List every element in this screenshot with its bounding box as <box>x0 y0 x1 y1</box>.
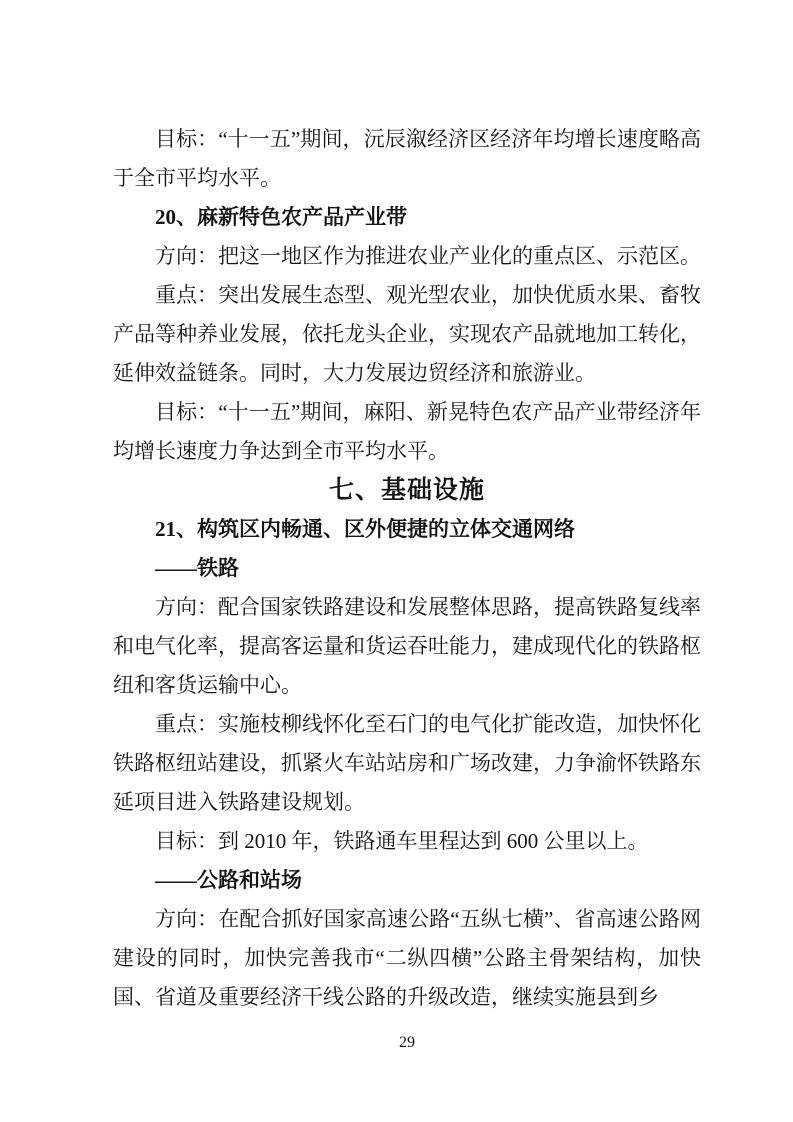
paragraph-goal-yuanchenxu: 目标：“十一五”期间，沅辰溆经济区经济年均增长速度略高于全市平均水平。 <box>113 127 701 190</box>
paragraph-focus-railway: 重点：实施枝柳线怀化至石门的电气化扩能改造，加快怀化铁路枢纽站建设，抓紧火车站站房和广场改建，力争渝怀铁路东延项目进入铁路建设规划。 <box>113 712 701 814</box>
document-text-block <box>113 120 701 1017</box>
heading-highway-stations: ——公路和站场 <box>155 868 302 892</box>
section-heading-infrastructure: 七、基础设施 <box>328 476 485 504</box>
page-number: 29 <box>399 1034 415 1051</box>
paragraph-goal-railway: 目标：到 2010 年，铁路通车里程达到 600 公里以上。 <box>155 829 649 853</box>
paragraph-focus-agri: 重点：突出发展生态型、观光型农业，加快优质水果、畜牧产品等种养业发展，依托龙头企业，实现农产品就地加工转化，延伸效益链条。同时，大力发展边贸经济和旅游业。 <box>113 283 701 385</box>
paragraph-direction-railway: 方向：配合国家铁路建设和发展整体思路，提高铁路复线率和电气化率，提高客运量和货运吞吐能力，建成现代化的铁路枢纽和客货运输中心。 <box>113 595 701 697</box>
heading-transport-network: 21、构筑区内畅通、区外便捷的立体交通网络 <box>155 517 575 541</box>
paragraph-direction-agri: 方向：把这一地区作为推进农业产业化的重点区、示范区。 <box>155 244 701 268</box>
heading-maxin-agri-belt: 20、麻新特色农产品产业带 <box>155 205 407 229</box>
heading-railway: ——铁路 <box>155 556 239 580</box>
paragraph-direction-highway: 方向：在配合抓好国家高速公路“五纵七横”、省高速公路网建设的同时，加快完善我市“二纵四横”公路主骨架结构，加快国、省道及重要经济干线公路的升级改造，继续实施县到乡 <box>113 907 701 1009</box>
paragraph-goal-agri-belt: 目标：“十一五”期间，麻阳、新晃特色农产品产业带经济年均增长速度力争达到全市平均水平。 <box>113 400 701 463</box>
